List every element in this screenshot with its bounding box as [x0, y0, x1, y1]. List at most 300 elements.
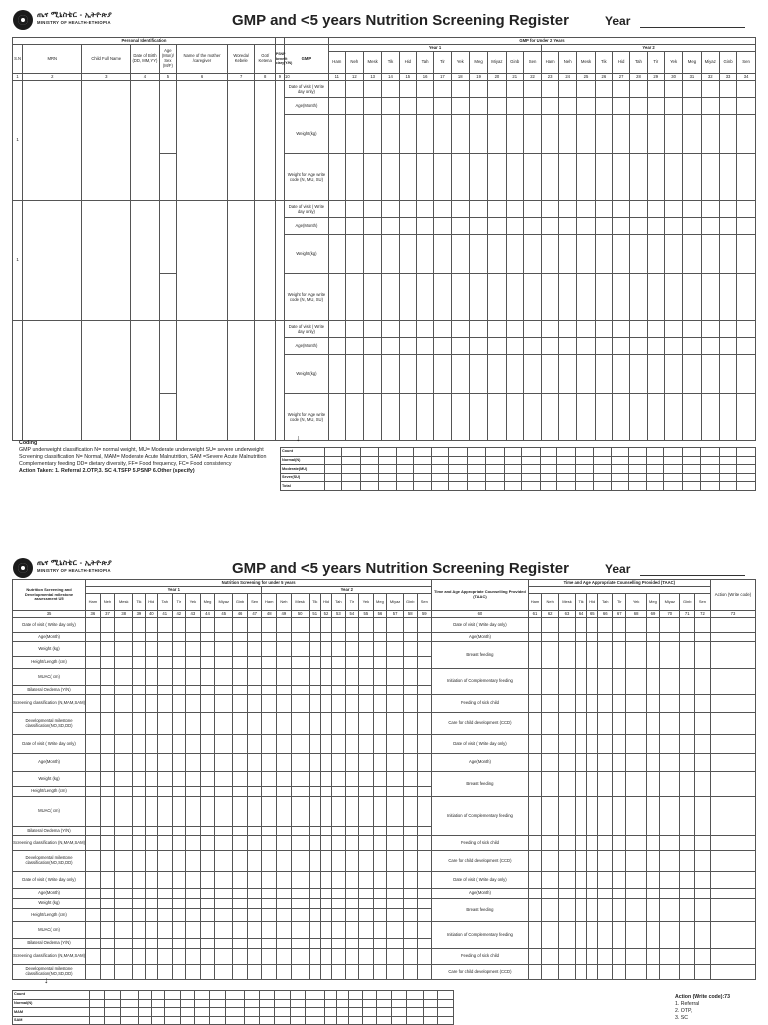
entry-cell[interactable] [387, 713, 404, 735]
entry-cell[interactable] [364, 355, 382, 394]
count-cell[interactable] [290, 999, 305, 1008]
taac-cell[interactable] [598, 754, 613, 772]
count-cell[interactable] [336, 1016, 348, 1025]
entry-cell[interactable] [115, 939, 133, 949]
entry-cell[interactable] [417, 797, 432, 827]
entry-cell[interactable] [133, 657, 145, 669]
entry-cell[interactable] [86, 836, 101, 851]
entry-cell[interactable] [506, 98, 523, 115]
entry-cell[interactable] [247, 618, 262, 633]
entry-cell[interactable] [247, 735, 262, 754]
taac-cell[interactable] [660, 889, 680, 899]
taac-cell[interactable] [559, 618, 576, 633]
entry-cell[interactable] [664, 81, 682, 98]
entry-cell[interactable] [542, 274, 559, 321]
entry-cell[interactable] [133, 754, 145, 772]
entry-mother[interactable] [177, 321, 228, 441]
taac-cell[interactable] [598, 965, 613, 980]
count-cell[interactable] [379, 456, 396, 465]
entry-cell[interactable] [291, 909, 309, 922]
count-cell[interactable] [225, 991, 244, 1000]
entry-cell[interactable] [309, 797, 320, 827]
entry-cell[interactable] [373, 949, 386, 965]
entry-cell[interactable] [320, 772, 331, 787]
entry-cell[interactable] [262, 797, 277, 827]
entry-cell[interactable] [701, 81, 719, 98]
entry-cell[interactable] [719, 201, 736, 218]
entry-cell[interactable] [469, 154, 487, 201]
count-cell[interactable] [392, 991, 406, 1000]
entry-cell[interactable] [157, 939, 172, 949]
count-cell[interactable] [362, 1016, 376, 1025]
taac-cell[interactable] [598, 713, 613, 735]
entry-cell[interactable] [559, 218, 577, 235]
taac-cell[interactable] [695, 754, 711, 772]
entry-cell[interactable] [172, 851, 185, 872]
entry-cell[interactable] [399, 338, 416, 355]
entry-cell[interactable] [417, 633, 432, 642]
entry-cell[interactable] [157, 618, 172, 633]
entry-cell[interactable] [332, 899, 345, 909]
entry-cell[interactable] [186, 939, 201, 949]
taac-cell[interactable] [542, 836, 559, 851]
entry-cell[interactable] [247, 686, 262, 695]
entry-cell[interactable] [100, 618, 115, 633]
entry-cell[interactable] [200, 909, 215, 922]
entry-cell[interactable] [345, 889, 358, 899]
entry-cell[interactable] [345, 939, 358, 949]
entry-cell[interactable] [262, 669, 277, 686]
entry-cell[interactable] [332, 618, 345, 633]
entry-cell[interactable] [345, 797, 358, 827]
entry-cell[interactable] [133, 735, 145, 754]
count-cell[interactable] [540, 448, 557, 457]
taac-cell[interactable] [613, 713, 626, 735]
entry-cell[interactable] [469, 338, 487, 355]
entry-cell[interactable] [523, 218, 541, 235]
entry-cell[interactable] [404, 686, 417, 695]
count-cell[interactable] [105, 1016, 120, 1025]
entry-cell[interactable] [417, 657, 432, 669]
count-cell[interactable] [275, 1008, 290, 1017]
entry-cell[interactable] [133, 618, 145, 633]
taac-cell[interactable] [613, 872, 626, 889]
entry-cell[interactable] [172, 827, 185, 836]
entry-cell[interactable] [262, 735, 277, 754]
count-cell[interactable] [139, 1008, 152, 1017]
entry-cell[interactable] [115, 713, 133, 735]
entry-cell[interactable] [145, 735, 157, 754]
taac-cell[interactable] [646, 618, 659, 633]
taac-cell[interactable] [695, 899, 711, 922]
taac-cell[interactable] [575, 899, 586, 922]
taac-cell[interactable] [660, 695, 680, 713]
entry-cell[interactable] [373, 851, 386, 872]
taac-cell[interactable] [695, 851, 711, 872]
entry-cell[interactable] [719, 321, 736, 338]
entry-cell[interactable] [186, 827, 201, 836]
entry-cell[interactable] [577, 115, 595, 154]
entry-cell[interactable] [247, 965, 262, 980]
entry-cell[interactable] [145, 633, 157, 642]
entry-cell[interactable] [320, 899, 331, 909]
entry-cell[interactable] [332, 642, 345, 657]
taac-cell[interactable] [626, 735, 646, 754]
count-cell[interactable] [719, 482, 736, 491]
taac-cell[interactable] [575, 851, 586, 872]
entry-cell[interactable] [309, 836, 320, 851]
entry-cell[interactable] [145, 949, 157, 965]
count-cell[interactable] [504, 482, 521, 491]
entry-cell[interactable] [719, 274, 736, 321]
entry-cell[interactable] [145, 787, 157, 797]
entry-cell[interactable] [291, 686, 309, 695]
count-cell[interactable] [467, 456, 486, 465]
entry-cell[interactable] [172, 657, 185, 669]
entry-cell[interactable] [373, 642, 386, 657]
count-cell[interactable] [225, 1008, 244, 1017]
entry-cell[interactable] [345, 321, 363, 338]
action-cell[interactable] [710, 633, 755, 642]
entry-cell[interactable] [417, 899, 432, 909]
entry-cell[interactable] [737, 235, 756, 274]
entry-cell[interactable] [612, 235, 629, 274]
entry-cell[interactable] [133, 669, 145, 686]
entry-cell[interactable] [328, 98, 345, 115]
entry-cell[interactable] [233, 836, 248, 851]
entry-cell[interactable] [399, 235, 416, 274]
entry-cell[interactable] [387, 939, 404, 949]
entry-cell[interactable] [737, 201, 756, 218]
entry-cell[interactable] [262, 695, 277, 713]
taac-cell[interactable] [695, 836, 711, 851]
taac-cell[interactable] [575, 836, 586, 851]
entry-cell[interactable] [737, 115, 756, 154]
count-cell[interactable] [139, 991, 152, 1000]
entry-cell[interactable] [215, 949, 233, 965]
count-cell[interactable] [379, 465, 396, 474]
entry-cell[interactable] [262, 889, 277, 899]
entry-cell[interactable] [100, 695, 115, 713]
entry-cell[interactable] [506, 274, 523, 321]
entry-cell[interactable] [488, 218, 506, 235]
entry-cell[interactable] [100, 949, 115, 965]
entry-cell[interactable] [291, 735, 309, 754]
entry-cell[interactable] [233, 618, 248, 633]
entry-cell[interactable] [488, 154, 506, 201]
entry-cell[interactable] [233, 669, 248, 686]
count-cell[interactable] [362, 999, 376, 1008]
count-cell[interactable] [362, 991, 376, 1000]
entry-cell[interactable] [157, 851, 172, 872]
entry-cell[interactable] [145, 797, 157, 827]
taac-cell[interactable] [613, 949, 626, 965]
count-cell[interactable] [540, 465, 557, 474]
count-cell[interactable] [324, 999, 336, 1008]
count-cell[interactable] [575, 456, 594, 465]
taac-cell[interactable] [598, 618, 613, 633]
entry-cell[interactable] [309, 872, 320, 889]
taac-cell[interactable] [680, 642, 695, 669]
entry-cell[interactable] [172, 669, 185, 686]
taac-cell[interactable] [587, 899, 598, 922]
count-cell[interactable] [165, 999, 180, 1008]
action-cell[interactable] [710, 851, 755, 872]
taac-cell[interactable] [587, 965, 598, 980]
entry-cell[interactable] [359, 669, 374, 686]
entry-cell[interactable] [683, 154, 701, 201]
entry-cell[interactable] [373, 899, 386, 909]
entry-cell[interactable] [262, 939, 277, 949]
entry-cell[interactable] [523, 81, 541, 98]
count-cell[interactable] [360, 448, 379, 457]
entry-cell[interactable] [332, 633, 345, 642]
entry-cell[interactable] [328, 321, 345, 338]
entry-cell[interactable] [86, 695, 101, 713]
entry-cell[interactable] [309, 909, 320, 922]
taac-cell[interactable] [587, 754, 598, 772]
taac-cell[interactable] [575, 797, 586, 836]
entry-cell[interactable] [595, 321, 612, 338]
entry-cell[interactable] [664, 321, 682, 338]
taac-cell[interactable] [559, 889, 576, 899]
taac-cell[interactable] [695, 642, 711, 669]
entry-cell[interactable] [100, 851, 115, 872]
entry-cell[interactable] [577, 355, 595, 394]
count-cell[interactable] [360, 465, 379, 474]
entry-cell[interactable] [373, 922, 386, 939]
entry-cell[interactable] [262, 713, 277, 735]
count-cell[interactable] [336, 991, 348, 1000]
taac-cell[interactable] [646, 754, 659, 772]
entry-cell[interactable] [86, 657, 101, 669]
count-cell[interactable] [701, 465, 720, 474]
taac-cell[interactable] [613, 851, 626, 872]
entry-cell[interactable] [100, 836, 115, 851]
entry-cell[interactable] [630, 394, 647, 441]
entry-cell[interactable] [647, 274, 664, 321]
taac-cell[interactable] [587, 922, 598, 949]
count-cell[interactable] [180, 999, 194, 1008]
entry-cell[interactable] [577, 321, 595, 338]
entry-cell[interactable] [115, 642, 133, 657]
entry-cell[interactable] [359, 939, 374, 949]
entry-cell[interactable] [215, 735, 233, 754]
entry-cell[interactable] [320, 754, 331, 772]
count-cell[interactable] [486, 473, 505, 482]
entry-cell[interactable] [157, 872, 172, 889]
entry-age-sex-lower[interactable] [159, 274, 176, 321]
count-cell[interactable] [244, 1016, 259, 1025]
entry-cell[interactable] [157, 899, 172, 909]
taac-cell[interactable] [587, 851, 598, 872]
taac-cell[interactable] [626, 618, 646, 633]
entry-cell[interactable] [157, 836, 172, 851]
entry-cell[interactable] [115, 922, 133, 939]
entry-cell[interactable] [262, 657, 277, 669]
entry-cell[interactable] [145, 669, 157, 686]
entry-cell[interactable] [277, 851, 292, 872]
entry-cell[interactable] [523, 115, 541, 154]
entry-cell[interactable] [542, 394, 559, 441]
entry-cell[interactable] [364, 394, 382, 441]
entry-cell[interactable] [404, 735, 417, 754]
entry-cell[interactable] [215, 695, 233, 713]
entry-cell[interactable] [233, 965, 248, 980]
entry-cell[interactable] [404, 872, 417, 889]
entry-cell[interactable] [416, 218, 433, 235]
entry-cell[interactable] [701, 115, 719, 154]
entry-cell[interactable] [345, 201, 363, 218]
entry-cell[interactable] [186, 889, 201, 899]
taac-cell[interactable] [646, 633, 659, 642]
entry-cell[interactable] [404, 633, 417, 642]
count-cell[interactable] [522, 482, 541, 491]
taac-cell[interactable] [542, 889, 559, 899]
entry-cell[interactable] [345, 872, 358, 889]
entry-cell[interactable] [233, 772, 248, 787]
entry-cell[interactable] [309, 618, 320, 633]
entry-cell[interactable] [172, 642, 185, 657]
entry-cell[interactable] [86, 669, 101, 686]
entry-cell[interactable] [542, 218, 559, 235]
count-cell[interactable] [664, 448, 683, 457]
entry-cell[interactable] [373, 735, 386, 754]
entry-cell[interactable] [469, 235, 487, 274]
entry-cell[interactable] [612, 321, 629, 338]
count-cell[interactable] [522, 448, 541, 457]
entry-cell[interactable] [332, 872, 345, 889]
taac-cell[interactable] [680, 922, 695, 949]
entry-cell[interactable] [364, 154, 382, 201]
entry-cell[interactable] [434, 154, 451, 201]
count-cell[interactable] [325, 465, 342, 474]
taac-cell[interactable] [680, 633, 695, 642]
entry-cell[interactable] [417, 642, 432, 657]
entry-cell[interactable] [328, 235, 345, 274]
entry-cell[interactable] [701, 154, 719, 201]
entry-cell[interactable] [86, 633, 101, 642]
action-cell[interactable] [710, 735, 755, 754]
entry-cell[interactable] [215, 787, 233, 797]
entry-cell[interactable] [186, 851, 201, 872]
entry-cell[interactable] [559, 115, 577, 154]
taac-cell[interactable] [613, 754, 626, 772]
count-cell[interactable] [522, 456, 541, 465]
entry-cell[interactable] [157, 909, 172, 922]
taac-cell[interactable] [680, 949, 695, 965]
count-cell[interactable] [557, 473, 576, 482]
entry-cell[interactable] [359, 965, 374, 980]
entry-cell[interactable] [404, 618, 417, 633]
count-cell[interactable] [244, 991, 259, 1000]
entry-cell[interactable] [664, 338, 682, 355]
taac-cell[interactable] [626, 872, 646, 889]
count-cell[interactable] [120, 991, 139, 1000]
entry-cell[interactable] [100, 965, 115, 980]
entry-cell[interactable] [647, 98, 664, 115]
count-cell[interactable] [392, 1016, 406, 1025]
entry-cell[interactable] [345, 669, 358, 686]
count-cell[interactable] [737, 482, 756, 491]
entry-cell[interactable] [133, 965, 145, 980]
entry-cell[interactable] [382, 201, 399, 218]
entry-got[interactable] [255, 321, 275, 441]
entry-age-sex[interactable] [159, 201, 176, 274]
entry-cell[interactable] [417, 669, 432, 686]
count-cell[interactable] [424, 991, 438, 1000]
entry-cell[interactable] [664, 115, 682, 154]
entry-cell[interactable] [309, 735, 320, 754]
taac-cell[interactable] [695, 735, 711, 754]
count-cell[interactable] [306, 991, 325, 1000]
entry-cell[interactable] [115, 686, 133, 695]
entry-cell[interactable] [488, 274, 506, 321]
taac-cell[interactable] [542, 735, 559, 754]
entry-cell[interactable] [404, 713, 417, 735]
count-cell[interactable] [324, 1008, 336, 1017]
entry-cell[interactable] [416, 321, 433, 338]
entry-woreda[interactable] [227, 81, 255, 201]
entry-cell[interactable] [277, 735, 292, 754]
count-cell[interactable] [89, 1016, 104, 1025]
entry-cell[interactable] [247, 633, 262, 642]
count-cell[interactable] [105, 999, 120, 1008]
entry-cell[interactable] [133, 949, 145, 965]
entry-cell[interactable] [387, 772, 404, 787]
entry-cell[interactable] [320, 735, 331, 754]
entry-cell[interactable] [345, 235, 363, 274]
entry-cell[interactable] [172, 754, 185, 772]
entry-cell[interactable] [506, 394, 523, 441]
count-cell[interactable] [575, 465, 594, 474]
entry-cell[interactable] [215, 872, 233, 889]
count-cell[interactable] [306, 999, 325, 1008]
entry-cell[interactable] [382, 338, 399, 355]
entry-cell[interactable] [417, 827, 432, 836]
entry-cell[interactable] [701, 355, 719, 394]
entry-cell[interactable] [309, 949, 320, 965]
entry-cell[interactable] [309, 642, 320, 657]
count-cell[interactable] [260, 1016, 275, 1025]
entry-cell[interactable] [262, 772, 277, 787]
count-cell[interactable] [290, 991, 305, 1000]
count-cell[interactable] [348, 999, 362, 1008]
entry-cell[interactable] [200, 797, 215, 827]
entry-cell[interactable] [364, 218, 382, 235]
entry-cell[interactable] [172, 889, 185, 899]
entry-cell[interactable] [469, 98, 487, 115]
entry-cell[interactable] [115, 618, 133, 633]
entry-cell[interactable] [373, 657, 386, 669]
entry-cell[interactable] [387, 618, 404, 633]
entry-woreda[interactable] [227, 201, 255, 321]
entry-cell[interactable] [737, 321, 756, 338]
entry-cell[interactable] [115, 909, 133, 922]
entry-cell[interactable] [382, 394, 399, 441]
entry-cell[interactable] [172, 872, 185, 889]
taac-cell[interactable] [613, 922, 626, 949]
entry-cell[interactable] [172, 949, 185, 965]
entry-cell[interactable] [309, 939, 320, 949]
taac-cell[interactable] [695, 713, 711, 735]
entry-cell[interactable] [115, 851, 133, 872]
entry-cell[interactable] [664, 394, 682, 441]
entry-cell[interactable] [320, 872, 331, 889]
entry-cell[interactable] [100, 889, 115, 899]
entry-cell[interactable] [145, 899, 157, 909]
count-cell[interactable] [629, 482, 646, 491]
